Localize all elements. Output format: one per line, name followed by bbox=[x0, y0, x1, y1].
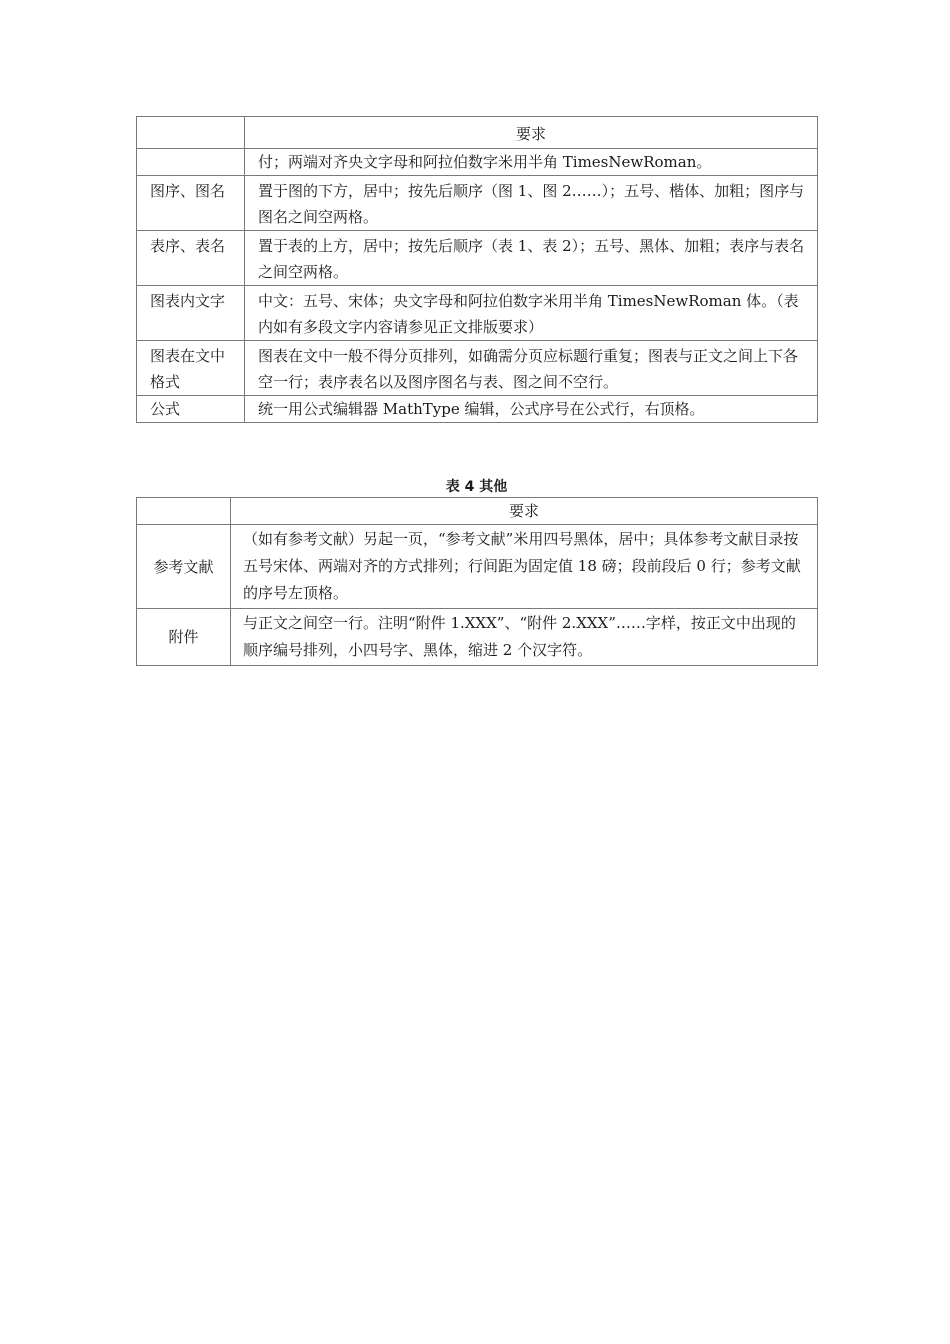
other-requirements-table bbox=[136, 497, 818, 666]
row-requirement: 图表在文中一般不得分页排列，如确需分页应标题行重复；图表与正文之间上下各空一行；表序表名以及图序图名与表、图之间不空行。 bbox=[245, 341, 818, 396]
table-header-row bbox=[137, 498, 818, 525]
row-requirement: 中文：五号、宋体；央文字母和阿拉伯数字米用半角 TimesNewRoman 体。（表内如有多段文字内容请参见正文排版要求） bbox=[245, 286, 818, 341]
table-header-row bbox=[137, 117, 818, 149]
table-row bbox=[137, 149, 818, 176]
row-requirement: 置于表的上方，居中；按先后顺序（表 1、表 2）；五号、黑体、加粗；表序与表名之间空两格。 bbox=[245, 231, 818, 286]
table-row bbox=[137, 286, 818, 341]
row-requirement: 置于图的下方，居中；按先后顺序（图 1、图 2……）；五号、楷体、加粗；图序与图名之间空两格。 bbox=[245, 176, 818, 231]
row-label: 图表内文字 bbox=[137, 286, 245, 341]
row-label: 表序、表名 bbox=[137, 231, 245, 286]
row-requirement: 统一用公式编辑器 MathType 编辑，公式序号在公式行，右顶格。 bbox=[245, 396, 818, 423]
header-cell-requirement: 要求 bbox=[231, 498, 818, 525]
table-row bbox=[137, 396, 818, 423]
row-label bbox=[137, 149, 245, 176]
table-row bbox=[137, 525, 818, 609]
table-row bbox=[137, 176, 818, 231]
row-requirement: （如有参考文献）另起一页，“参考文献”米用四号黑体，居中；具体参考文献目录按五号宋体、两端对齐的方式排列；行间距为固定值 18 磅；段前段后 0 行；参考文献的序号左顶格。 bbox=[231, 525, 818, 609]
row-requirement: 与正文之间空一行。注明“附件 1.XXX”、“附件 2.XXX”……字样，按正文中出现的顺序编号排列，小四号字、黑体，缩进 2 个汉字符。 bbox=[231, 609, 818, 666]
table-row bbox=[137, 341, 818, 396]
table-row bbox=[137, 231, 818, 286]
row-label: 附件 bbox=[137, 609, 231, 666]
header-cell-item bbox=[137, 117, 245, 149]
row-requirement: 付；两端对齐央文字母和阿拉伯数字米用半角 TimesNewRoman。 bbox=[245, 149, 818, 176]
row-label: 参考文献 bbox=[137, 525, 231, 609]
table-caption: 表 4 其他 bbox=[445, 479, 508, 495]
format-requirements-table bbox=[136, 116, 818, 423]
row-label: 图序、图名 bbox=[137, 176, 245, 231]
header-cell-item bbox=[137, 498, 231, 525]
header-cell-requirement: 要求 bbox=[245, 117, 818, 149]
row-label: 图表在文中格式 bbox=[137, 341, 245, 396]
row-label: 公式 bbox=[137, 396, 245, 423]
table-row bbox=[137, 609, 818, 666]
